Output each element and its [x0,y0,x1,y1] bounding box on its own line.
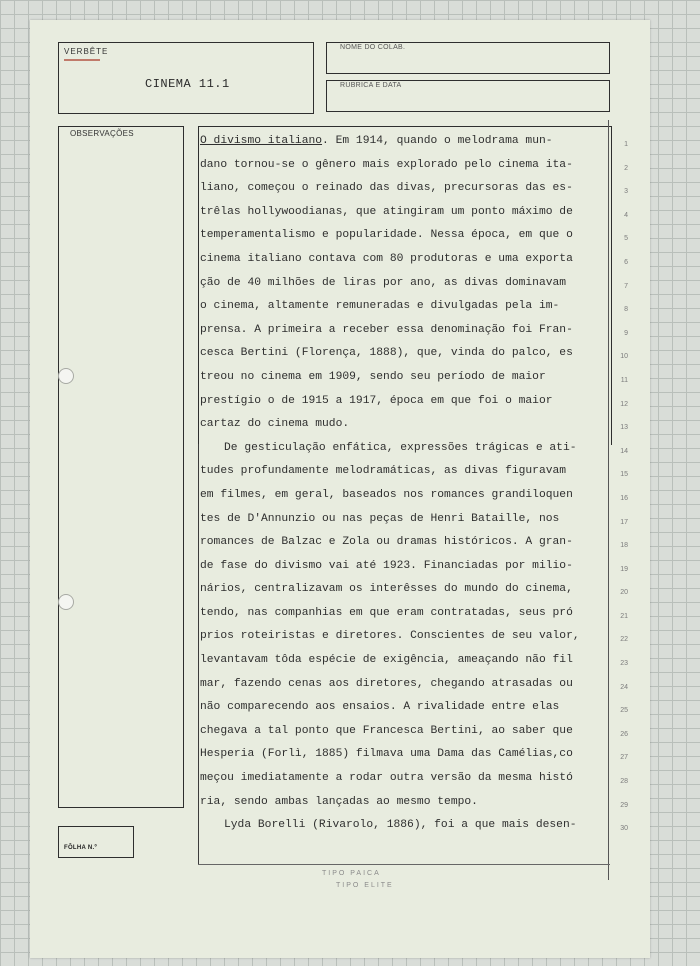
text-line: temperamentalismo e popularidade. Nessa época, em que o [200,229,573,242]
text-line [200,130,612,154]
line-number: 1 [624,141,628,148]
tipo-elite-label: TIPO ELITE [336,882,394,889]
line-number: 13 [620,424,628,432]
nome-colab-label: NOME DO COLAB. [340,44,406,51]
text-area-left-rule [198,444,199,864]
text-line: mar, fazendo cenas aos diretores, chegando atrasadas ou [200,677,573,690]
folha-label: FÔLHA N.º [64,845,97,851]
text-line: De gesticulação enfática, expressões trágicas e ati- [224,441,577,454]
text-line-rest: . Em 1914, quando o melodrama mun- [322,135,553,147]
observacoes-label: OBSERVAÇÕES [70,129,134,138]
line-number: 18 [620,542,628,550]
text-line: o cinema, altamente remuneradas e divulgadas pela im- [200,300,560,313]
text-line: não comparecendo aos ensaios. A rivalidade entre elas [200,701,560,714]
line-number: 21 [620,612,628,620]
text-line: trêlas hollywoodianas, que atingiram um ponto máximo de [200,205,573,218]
line-number: 12 [620,400,628,408]
line-number: 23 [620,660,628,668]
folha-box [58,826,134,858]
rubrica-data-label: RUBRICA E DATA [340,82,402,89]
text-line: liano, começou o reinado das divas, precursoras das es- [200,182,573,195]
tipo-paica-label: TIPO PAICA [322,870,381,877]
text-line: prios roteiristas e diretores. Conscientes de seu valor, [200,630,580,643]
line-number: 14 [620,447,628,455]
text-line: nários, centralizavam os interêsses do mundo do cinema, [200,583,573,596]
line-number: 19 [620,565,628,573]
text-line: prensa. A primeira a receber essa denominação foi Fran- [200,323,573,336]
line-numbers-column [614,133,628,841]
line-number: 25 [620,707,628,715]
line-number: 7 [624,282,628,290]
text-line: cinema italiano contava com 80 produtoras e uma exporta [200,252,573,265]
text-line: tudes profundamente melodramáticas, as divas figuravam [200,465,567,478]
text-line: treou no cinema em 1909, sendo seu período de maior [200,370,546,383]
line-number: 16 [620,494,628,502]
line-number: 15 [620,471,628,479]
line-number: 30 [620,825,628,833]
line-number: 22 [620,636,628,644]
section-title: O divismo italiano [200,135,323,147]
text-line: em filmes, em geral, baseados nos romances grandiloquen [200,488,573,501]
text-line: levantavam tôda espécie de exigência, ameaçando não fil [200,654,573,667]
line-number: 20 [620,589,628,597]
text-line: cartaz do cinema mudo. [200,418,350,431]
line-number: 6 [624,258,628,266]
line-number: 10 [620,353,628,361]
verbete-label: VERBÊTE [64,47,109,56]
text-line: meçou imediatamente a rodar outra versão da mesma histó [200,772,573,785]
line-number: 17 [620,518,628,526]
verbete-value: CINEMA 11.1 [145,77,230,91]
text-line: tendo, nas companhias em que eram contratadas, seus pró [200,606,573,619]
text-line: prestígio o de 1915 a 1917, época em que foi o maior [200,394,553,407]
text-line: ria, sendo ambas lançadas ao mesmo tempo. [200,795,478,808]
text-line: Hesperia (Forlì, 1885) filmava uma Dama das Camélias,co [200,748,573,761]
observacoes-box [58,126,184,808]
line-number: 3 [624,188,628,196]
line-number: 4 [624,211,628,219]
text-line: chegava a tal ponto que Francesca Bertini, ao saber que [200,724,573,737]
text-line: tes de D'Annunzio ou nas peças de Henri Bataille, nos [200,512,560,525]
text-area-bottom-rule [198,864,610,865]
text-line: Lyda Borelli (Rivarolo, 1886), foi a que mais desen- [224,819,577,832]
red-underline-mark [64,59,100,61]
line-number: 8 [624,306,628,314]
punch-hole-bottom [58,594,74,610]
document-body-text [200,130,612,838]
line-number: 28 [620,778,628,786]
text-line: romances de Balzac e Zola ou dramas históricos. A gran- [200,536,573,549]
line-number: 2 [624,164,628,172]
line-number: 29 [620,801,628,809]
text-line: cesca Bertini (Florença, 1888), que, vinda do palco, es [200,347,573,360]
text-line: de fase do divismo vai até 1923. Financiadas por milio- [200,559,573,572]
line-number: 27 [620,754,628,762]
line-number: 5 [624,235,628,243]
line-number: 24 [620,683,628,691]
line-number: 9 [624,329,628,337]
text-line: dano tornou-se o gênero mais explorado pelo cinema ita- [200,158,573,171]
text-line: ção de 40 milhões de liras por ano, as divas dominavam [200,276,567,289]
text-lines [200,154,612,838]
line-number: 11 [620,376,628,384]
punch-hole-top [58,368,74,384]
line-number: 26 [620,730,628,738]
